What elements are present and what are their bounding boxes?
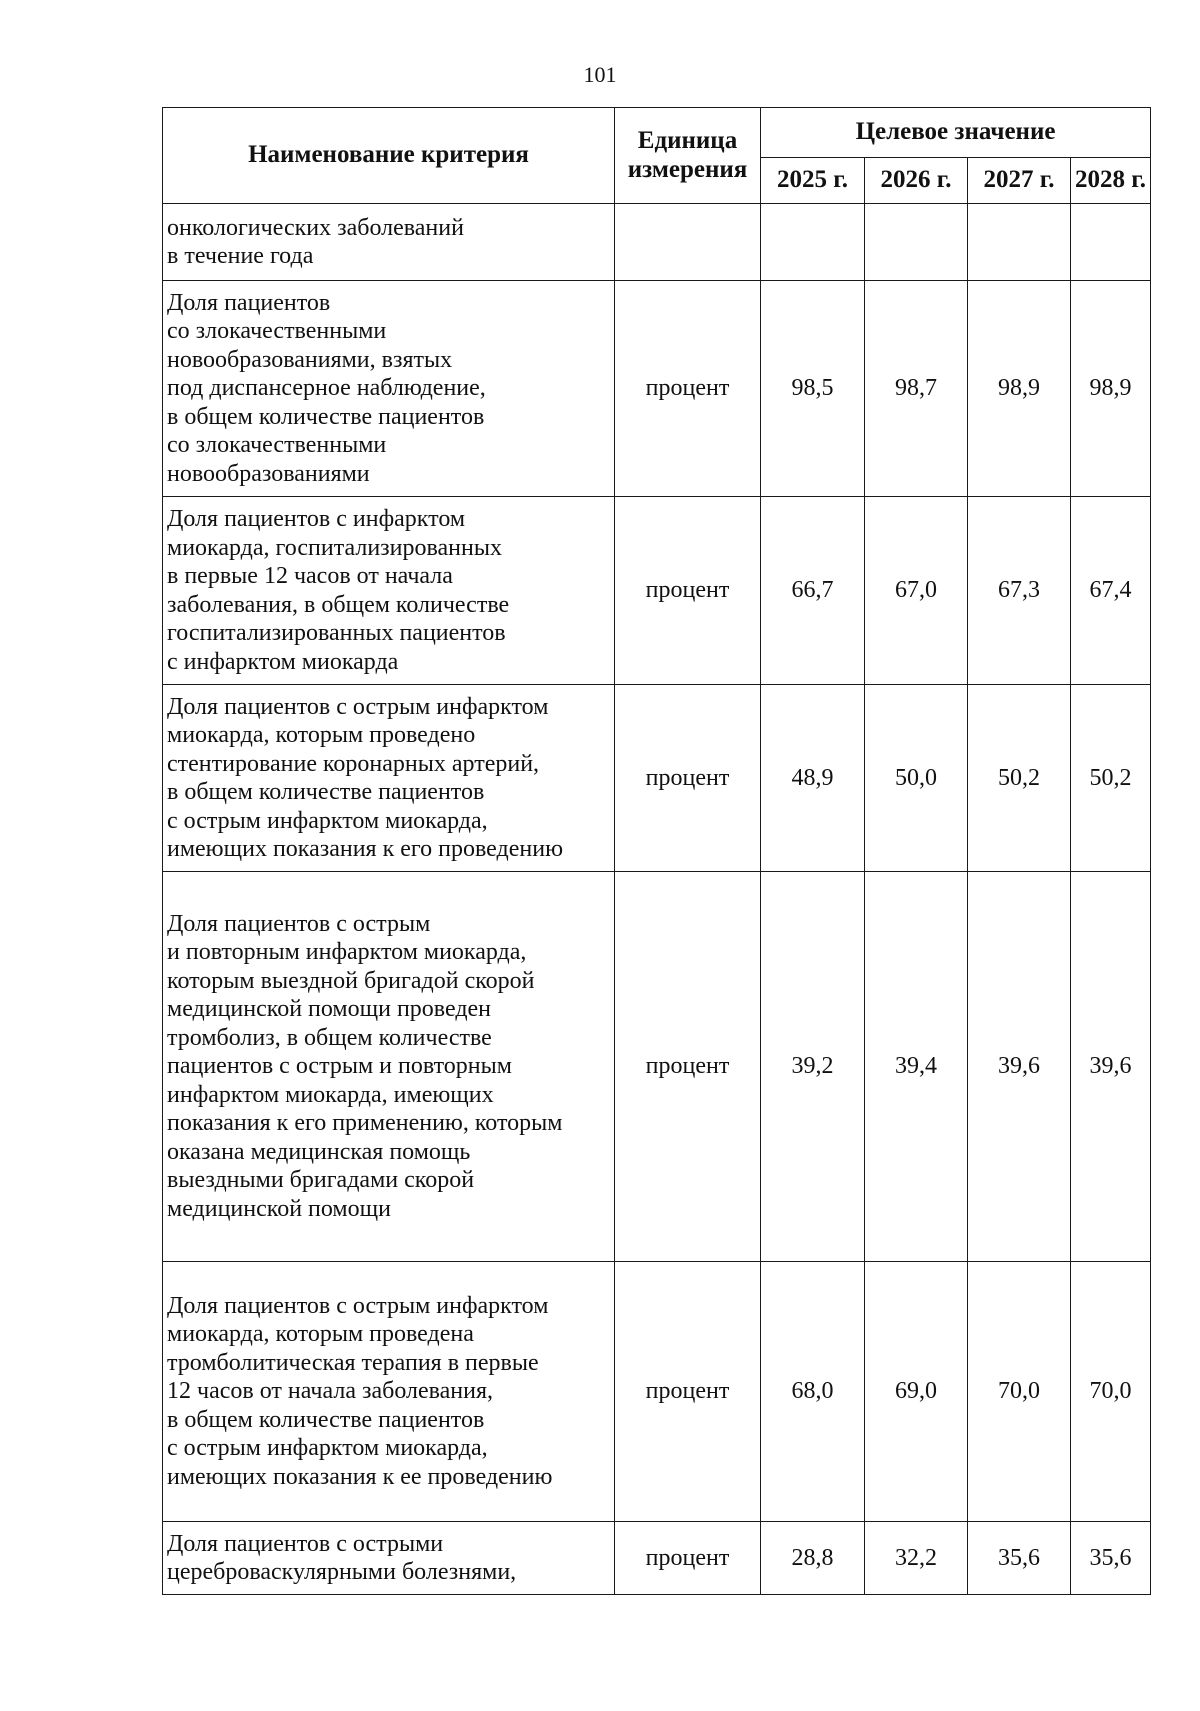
criterion-name: Доля пациентов с острыми цереброваскулярными болезнями, — [163, 1522, 615, 1595]
page-number: 101 — [583, 62, 617, 87]
value-2026 — [865, 204, 968, 281]
value-2027: 67,3 — [968, 497, 1071, 685]
header-target-value: Целевое значение — [761, 108, 1151, 158]
value-2026: 32,2 — [865, 1522, 968, 1595]
value-2025: 66,7 — [761, 497, 865, 685]
criterion-name: Доля пациентов с острым и повторным инфарктом миокарда, которым выездной бригадой скорой медицинской помощи проведен тромболиз, в общем количестве пациентов с острым и повторным инфарктом миокарда, имеющих показания к его применению, которым оказана медицинская помощь выездными бригадами скорой медицинской помощи — [163, 872, 615, 1262]
value-2027: 35,6 — [968, 1522, 1071, 1595]
value-2026: 98,7 — [865, 281, 968, 497]
header-row-top — [163, 108, 1151, 158]
value-2025: 98,5 — [761, 281, 865, 497]
value-2027: 98,9 — [968, 281, 1071, 497]
header-criterion-name: Наименование критерия — [163, 108, 615, 204]
value-2025: 48,9 — [761, 685, 865, 872]
criterion-name: Доля пациентов с острым инфарктом миокарда, которым проведена тромболитическая терапия в первые 12 часов от начала заболевания, в общем количестве пациентов с острым инфарктом миокарда, имеющих показания к ее проведению — [163, 1262, 615, 1522]
value-2028: 70,0 — [1071, 1262, 1151, 1522]
header-year-2026: 2026 г. — [865, 158, 968, 204]
value-2027 — [968, 204, 1071, 281]
value-2026: 50,0 — [865, 685, 968, 872]
criterion-unit: процент — [615, 872, 761, 1262]
value-2028: 98,9 — [1071, 281, 1151, 497]
header-year-2027: 2027 г. — [968, 158, 1071, 204]
value-2026: 69,0 — [865, 1262, 968, 1522]
table-row — [163, 204, 1151, 281]
value-2025: 39,2 — [761, 872, 865, 1262]
criterion-name: онкологических заболеваний в течение года — [163, 204, 615, 281]
table-row — [163, 685, 1151, 872]
value-2028: 35,6 — [1071, 1522, 1151, 1595]
header-unit: Единица измерения — [615, 108, 761, 204]
value-2027: 70,0 — [968, 1262, 1071, 1522]
header-year-2025: 2025 г. — [761, 158, 865, 204]
table-row — [163, 872, 1151, 1262]
value-2025 — [761, 204, 865, 281]
value-2026: 39,4 — [865, 872, 968, 1262]
value-2028: 50,2 — [1071, 685, 1151, 872]
value-2028 — [1071, 204, 1151, 281]
value-2027: 39,6 — [968, 872, 1071, 1262]
value-2025: 28,8 — [761, 1522, 865, 1595]
value-2026: 67,0 — [865, 497, 968, 685]
criterion-unit: процент — [615, 685, 761, 872]
criterion-unit: процент — [615, 497, 761, 685]
table-row — [163, 281, 1151, 497]
value-2027: 50,2 — [968, 685, 1071, 872]
criterion-unit: процент — [615, 1262, 761, 1522]
value-2028: 67,4 — [1071, 497, 1151, 685]
criterion-name: Доля пациентов со злокачественными новообразованиями, взятых под диспансерное наблюдение, в общем количестве пациентов со злокачественными новообразованиями — [163, 281, 615, 497]
table-row — [163, 497, 1151, 685]
criterion-unit: процент — [615, 281, 761, 497]
criterion-name: Доля пациентов с острым инфарктом миокарда, которым проведено стентирование коронарных артерий, в общем количестве пациентов с острым инфарктом миокарда, имеющих показания к его проведению — [163, 685, 615, 872]
criterion-unit: процент — [615, 1522, 761, 1595]
value-2025: 68,0 — [761, 1262, 865, 1522]
criterion-name: Доля пациентов с инфарктом миокарда, госпитализированных в первые 12 часов от начала заболевания, в общем количестве госпитализированных пациентов с инфарктом миокарда — [163, 497, 615, 685]
table-row — [163, 1522, 1151, 1595]
table-row — [163, 1262, 1151, 1522]
criterion-unit — [615, 204, 761, 281]
value-2028: 39,6 — [1071, 872, 1151, 1262]
header-year-2028: 2028 г. — [1071, 158, 1151, 204]
criteria-table — [162, 107, 1151, 1595]
